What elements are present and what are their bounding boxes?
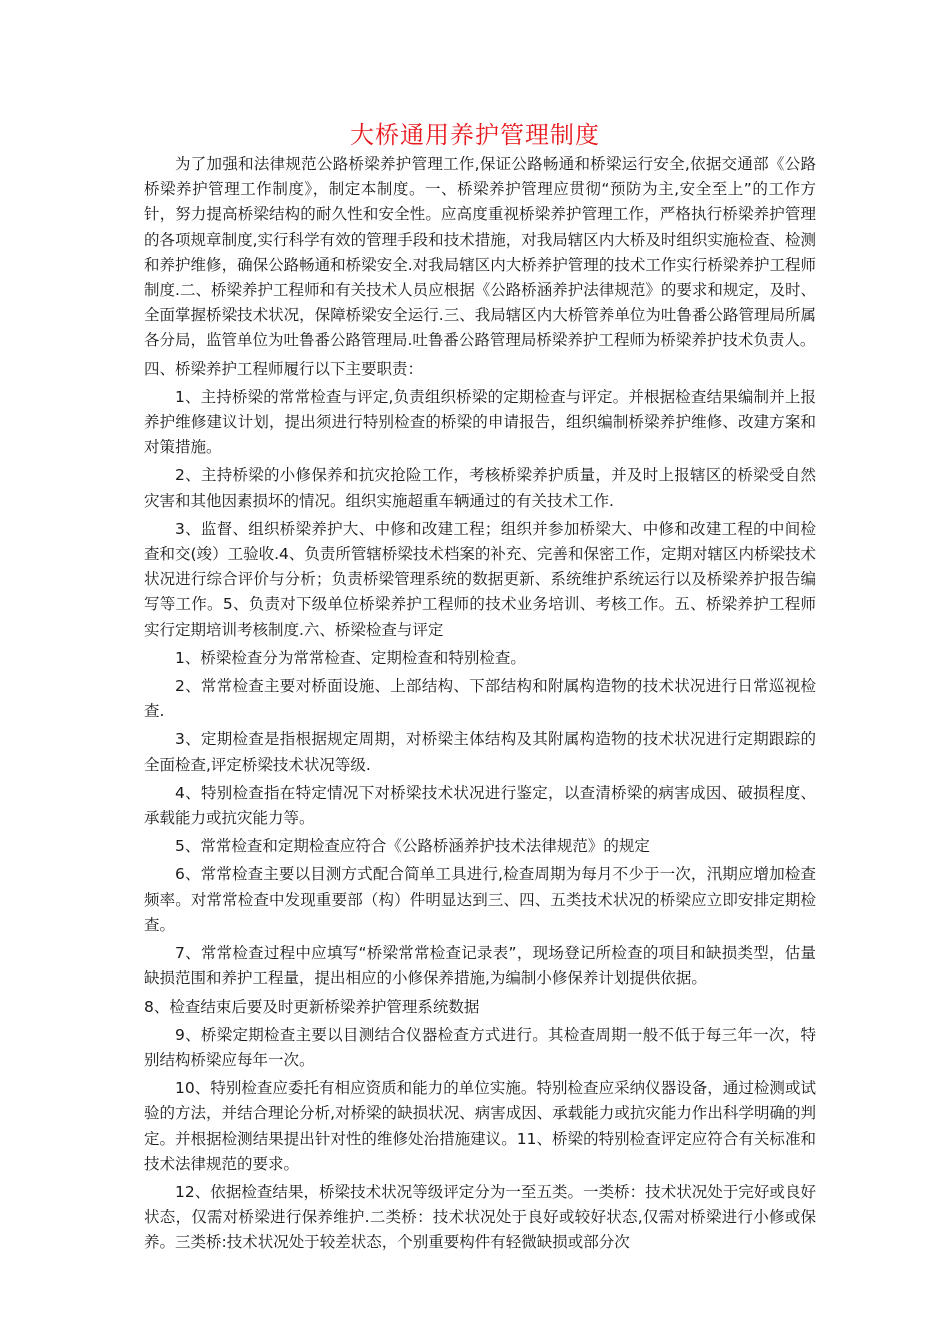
paragraph-inspection-1: 1、桥梁检查分为常常检查、定期检查和特别检查。 (175, 648, 526, 667)
paragraph-inspection-4: 4、特别检查指在特定情况下对桥梁技术状况进行鉴定，以查清桥梁的病害成因、破损程度、承载能力或抗灾能力等。 (144, 783, 816, 828)
paragraph-inspection-6: 6、常常检查主要以目测方式配合简单工具进行,检查周期为每月不少于一次，汛期应增加检查频率。对常常检查中发现重要部（构）件明显达到三、四、五类技术状况的桥梁应立即安排定期检查。 (144, 865, 816, 934)
paragraph-inspection-3: 3、定期检查是指根据规定周期，对桥梁主体结构及其附属构造物的技术状况进行定期跟踪的全面检查,评定桥梁技术状况等级. (144, 730, 816, 774)
document-body (144, 152, 816, 1259)
paragraph-duty-3: 3、监督、组织桥梁养护大、中修和改建工程；组织并参加桥梁大、中修和改建工程的中间检查和交(竣）工验收.4、负责所管辖桥梁技术档案的补充、完善和保密工作，定期对辖区内桥梁技术状况进行综合评价与分析；负责桥梁管理系统的数据更新、系统维护系统运行以及桥梁养护报告编写等工作。5、负责对下级单位桥梁养护工程师的技术业务培训、考核工作。五、桥梁养护工程师实行定期培训考核制度.六、桥梁检查与评定 (144, 519, 816, 639)
paragraph-duties-heading: 四、桥梁养护工程师履行以下主要职责： (144, 359, 424, 378)
paragraph-inspection-2: 2、常常检查主要对桥面设施、上部结构、下部结构和附属构造物的技术状况进行日常巡视检查. (144, 677, 816, 721)
paragraph-inspection-7: 7、常常检查过程中应填写“桥梁常常检查记录表”，现场登记所检查的项目和缺损类型，估量缺损范围和养护工程量，提出相应的小修保养措施,为编制小修保养计划提供依据。 (144, 944, 816, 988)
paragraph-inspection-8: 8、检查结束后要及时更新桥梁养护管理系统数据 (144, 997, 480, 1016)
paragraph-inspection-5: 5、常常检查和定期检查应符合《公路桥涵养护技术法律规范》的规定 (175, 837, 650, 856)
paragraph-duty-2: 2、主持桥梁的小修保养和抗灾抢险工作，考核桥梁养护质量，并及时上报辖区的桥梁受自然灾害和其他因素损坏的情况。组织实施超重车辆通过的有关技术工作. (144, 466, 816, 510)
paragraph-inspection-9: 9、桥梁定期检查主要以目测结合仪器检查方式进行。其检查周期一般不低于每三年一次，特别结构桥梁应每年一次。 (144, 1025, 816, 1069)
paragraph-duty-1: 1、主持桥梁的常常检查与评定,负责组织桥梁的定期检查与评定。并根据检查结果编制并上报养护维修建议计划，提出须进行特别检查的桥梁的申请报告，组织编制桥梁养护维修、改建方案和对策措施。 (144, 387, 816, 457)
paragraph-intro: 为了加强和法律规范公路桥梁养护管理工作,保证公路畅通和桥梁运行安全,依据交通部《公路桥梁养护管理工作制度》，制定本制度。一、桥梁养护管理应贯彻“预防为主,安全至上”的工作方针，努力提高桥梁结构的耐久性和安全性。应高度重视桥梁养护管理工作，严格执行桥梁养护管理的各项规章制度,实行科学有效的管理手段和技术措施，对我局辖区内大桥及时组织实施检查、检测和养护维修，确保公路畅通和桥梁安全.对我局辖区内大桥养护管理的技术工作实行桥梁养护工程师制度.二、桥梁养护工程师和有关技术人员应根据《公路桥涵养护法律规范》的要求和规定，及时、全面掌握桥梁技术状况，保障桥梁安全运行.三、我局辖区内大桥管养单位为吐鲁番公路管理局所属各分局，监管单位为吐鲁番公路管理局.吐鲁番公路管理局桥梁养护工程师为桥梁养护技术负责人。 (144, 155, 816, 350)
paragraph-inspection-10: 10、特别检查应委托有相应资质和能力的单位实施。特别检查应采纳仪器设备，通过检测或试验的方法，并结合理论分析,对桥梁的缺损状况、病害成因、承载能力或抗灾能力作出科学明确的判定。并根据检测结果提出针对性的维修处治措施建议。11、桥梁的特别检查评定应符合有关标准和技术法律规范的要求。 (144, 1079, 816, 1173)
paragraph-inspection-12: 12、依据检查结果，桥梁技术状况等级评定分为一至五类。一类桥：技术状况处于完好或良好状态，仅需对桥梁进行保养维护.二类桥：技术状况处于良好或较好状态,仅需对桥梁进行小修或保养。三类桥:技术状况处于较差状态，个别重要构件有轻微缺损或部分次 (144, 1182, 816, 1252)
document-title: 大桥通用养护管理制度 (350, 121, 600, 149)
